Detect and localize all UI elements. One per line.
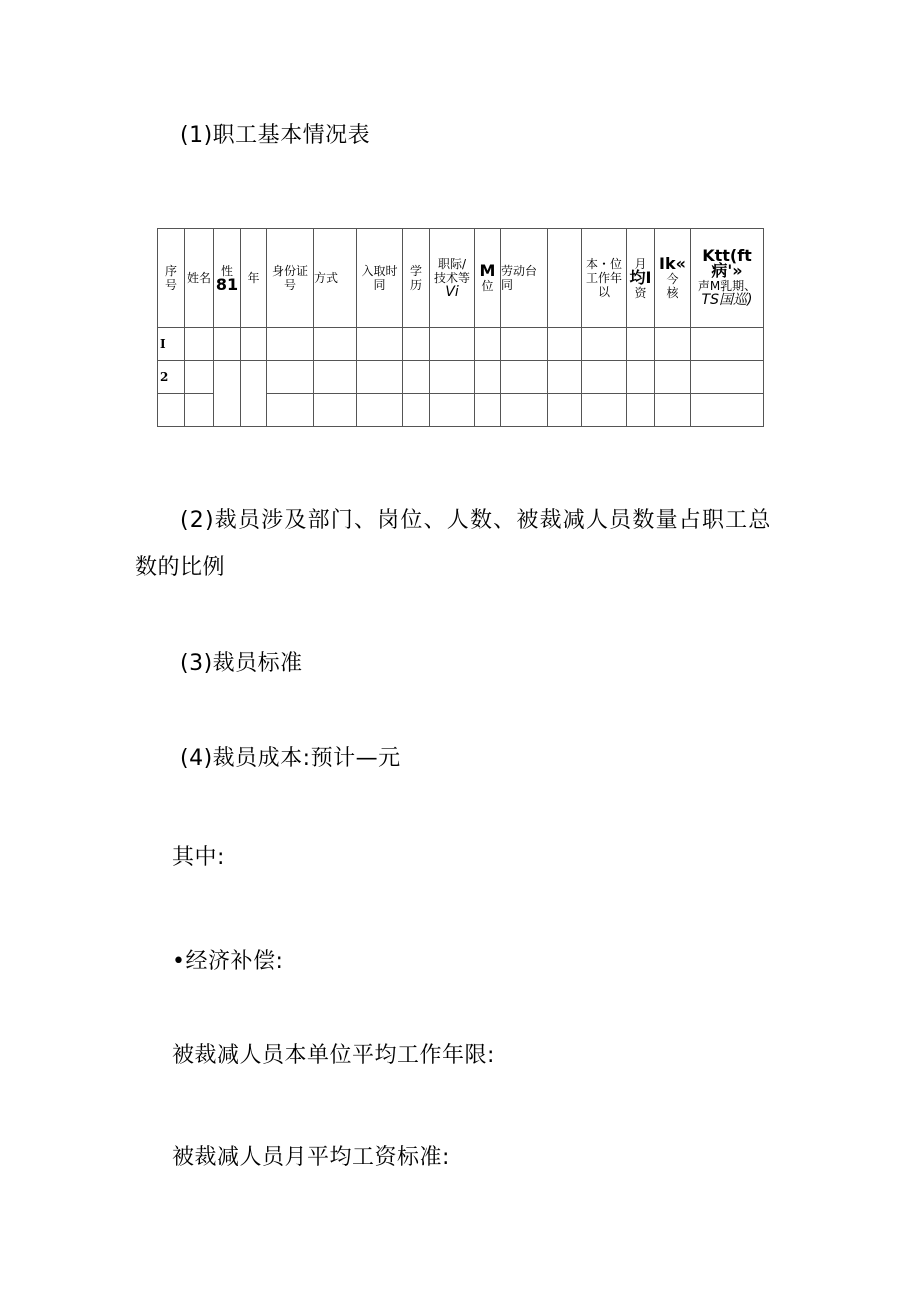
table-cell: [627, 328, 655, 361]
table-cell: [403, 361, 430, 394]
header-cell-method: 方式: [314, 229, 357, 328]
table-cell: [314, 394, 357, 427]
table-cell: [501, 328, 548, 361]
table-cell: [403, 394, 430, 427]
table-cell: [185, 361, 214, 394]
row-number: 2: [158, 361, 185, 394]
header-cell-index: 序 号: [158, 229, 185, 328]
table-cell: [655, 394, 691, 427]
among-label: 其中:: [172, 845, 225, 870]
table-cell: [627, 394, 655, 427]
table-cell: [627, 361, 655, 394]
table-cell: [501, 361, 548, 394]
header-cell-hire-date: 入取时 同: [357, 229, 403, 328]
header-cell-position: M 位: [475, 229, 501, 328]
header-cell-years-at-unit: 本・位 工作年 以: [582, 229, 627, 328]
header-cell-monthly-salary: 月 均I 资: [627, 229, 655, 328]
table-cell: [430, 361, 475, 394]
table-cell: [475, 328, 501, 361]
section-2-title-line-2: 数的比例: [135, 555, 226, 580]
table-cell: [314, 361, 357, 394]
staff-info-table: [157, 228, 764, 427]
table-cell: [501, 394, 548, 427]
table-cell: [655, 361, 691, 394]
avg-salary-label: 被裁减人员月平均工资标准:: [172, 1145, 450, 1170]
table-header-row: [158, 229, 764, 328]
table-cell: [430, 394, 475, 427]
table-cell: [214, 328, 241, 361]
table-cell: [582, 361, 627, 394]
table-cell: [241, 328, 267, 361]
row-number: I: [158, 328, 185, 361]
section-3-title: (3)裁员标准: [180, 651, 303, 676]
table-cell: [403, 328, 430, 361]
table-cell: [267, 328, 314, 361]
table-cell: [357, 361, 403, 394]
table-cell: [357, 328, 403, 361]
table-row: [158, 328, 764, 361]
table-cell: [548, 328, 582, 361]
section-4-title: (4)裁员成本:预计—元: [180, 746, 401, 771]
section-2-title-line-1: (2)裁员涉及部门、岗位、人数、被裁减人员数量占职工总: [180, 508, 772, 533]
header-cell-special-status: Ktt(ft病'» 声M乳期、 TS国巡): [691, 229, 764, 328]
compensation-label: •经济补偿:: [172, 949, 284, 974]
row-number: [158, 394, 185, 427]
table-cell: [475, 394, 501, 427]
avg-years-label: 被裁减人员本单位平均工作年限:: [172, 1043, 495, 1068]
table-cell-merged: [214, 361, 241, 427]
section-1-title: (1)职工基本情况表: [180, 123, 371, 148]
table-cell: [314, 328, 357, 361]
table-cell: [267, 394, 314, 427]
header-cell-education: 学 历: [403, 229, 430, 328]
table-cell: [582, 328, 627, 361]
table-cell: [185, 394, 214, 427]
table-cell: [691, 361, 764, 394]
table-cell-merged: [241, 361, 267, 427]
table-cell: [691, 394, 764, 427]
table-cell: [430, 328, 475, 361]
table-cell: [582, 394, 627, 427]
table-cell: [655, 328, 691, 361]
header-cell-id-number: 身份证 号: [267, 229, 314, 328]
table-cell: [475, 361, 501, 394]
header-cell-name: 姓名: [185, 229, 214, 328]
header-cell-labor-contract: 劳动台 同: [501, 229, 548, 328]
header-cell-audit: Ik« 今 核: [655, 229, 691, 328]
table-cell: [185, 328, 214, 361]
table-cell: [548, 394, 582, 427]
table-cell: [691, 328, 764, 361]
header-cell-empty: [548, 229, 582, 328]
header-cell-title: 职际/ 技术等 Vi: [430, 229, 475, 328]
table-cell: [548, 361, 582, 394]
table-row: [158, 361, 764, 394]
table-cell: [357, 394, 403, 427]
table-cell: [267, 361, 314, 394]
header-cell-gender: 性 81: [214, 229, 241, 328]
header-cell-age: 年: [241, 229, 267, 328]
